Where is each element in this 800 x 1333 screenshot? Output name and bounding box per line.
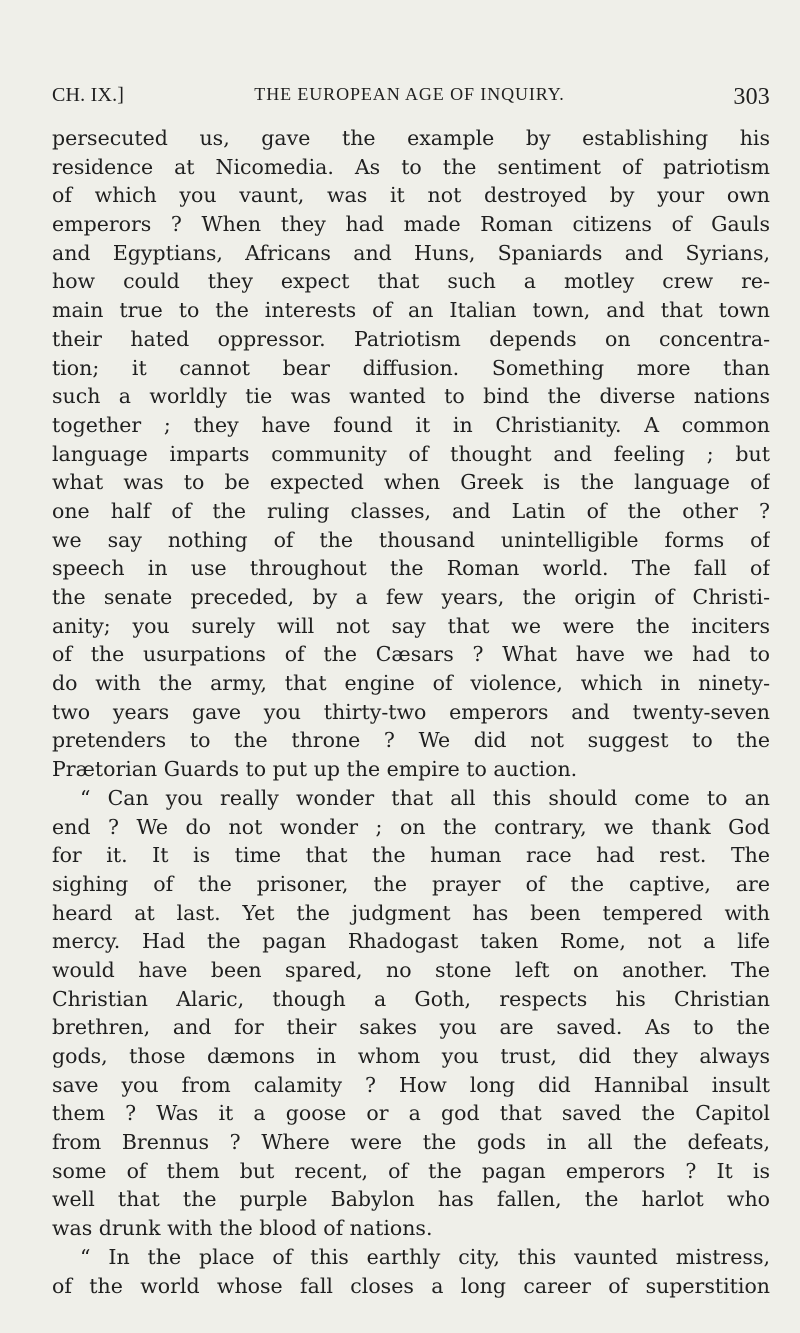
text-line: speech in use throughout the Roman world. The fall of	[52, 556, 770, 581]
text-line: Christian Alaric, though a Goth, respects his Christian	[52, 986, 770, 1011]
paragraph-start-line: “ In the place of this earthly city, this vaunted mistress,	[80, 1244, 770, 1269]
paragraph-end-line: was drunk with the blood of nations.	[52, 1216, 433, 1241]
text-line: for it. It is time that the human race had rest. The	[52, 843, 770, 868]
chapter-label: CH. IX.]	[52, 84, 125, 106]
text-line: of the usurpations of the Cæsars ? What have we had to	[52, 642, 770, 667]
paragraph-end-line: Prætorian Guards to put up the empire to auction.	[52, 757, 578, 782]
text-line: them ? Was it a goose or a god that saved the Capitol	[52, 1101, 770, 1126]
text-line: the senate preceded, by a few years, the origin of Christi-	[52, 585, 770, 609]
text-line: two years gave you thirty-two emperors and twenty-seven	[52, 699, 770, 724]
text-line: of which you vaunt, was it not destroyed by your own	[52, 183, 770, 208]
text-line: what was to be expected when Greek is the language of	[52, 470, 770, 495]
text-line: well that the purple Babylon has fallen, the harlot who	[52, 1187, 770, 1212]
text-line: one half of the ruling classes, and Latin of the other ?	[52, 498, 770, 523]
text-line: pretenders to the throne ? We did not suggest to the	[52, 728, 770, 753]
paragraph-start-line: “ Can you really wonder that all this should come to an	[80, 785, 770, 810]
text-line: we say nothing of the thousand unintelligible forms of	[52, 527, 770, 552]
text-line: residence at Nicomedia. As to the sentiment of patriotism	[52, 154, 770, 179]
text-line: emperors ? When they had made Roman citizens of Gauls	[52, 212, 770, 237]
text-line: do with the army, that engine of violence, which in ninety-	[52, 671, 770, 696]
text-line: together ; they have found it in Christianity. A common	[52, 412, 770, 437]
text-line: tion; it cannot bear diffusion. Something more than	[52, 355, 770, 380]
text-line: such a worldly tie was wanted to bind the diverse nations	[52, 384, 770, 409]
text-line: of the world whose fall closes a long career of superstition	[52, 1273, 770, 1298]
text-line: their hated oppressor. Patriotism depends on concentra-	[52, 326, 770, 351]
text-line: main true to the interests of an Italian town, and that town	[52, 298, 770, 323]
body-text	[52, 124, 770, 1300]
running-title: THE EUROPEAN AGE OF INQUIRY.	[254, 84, 565, 104]
text-line: would have been spared, no stone left on another. The	[52, 957, 770, 982]
text-line: gods, those dæmons in whom you trust, did they always	[52, 1044, 770, 1068]
text-line: heard at last. Yet the judgment has been tempered with	[52, 900, 770, 925]
text-line: end ? We do not wonder ; on the contrary, we thank God	[52, 814, 770, 839]
text-line: how could they expect that such a motley crew re-	[52, 269, 770, 294]
text-line: some of them but recent, of the pagan emperors ? It is	[52, 1158, 770, 1183]
page-number: 303	[733, 84, 770, 110]
text-line: from Brennus ? Where were the gods in all the defeats,	[52, 1130, 770, 1155]
text-line: save you from calamity ? How long did Hannibal insult	[52, 1072, 770, 1097]
running-header	[52, 84, 770, 112]
text-line: brethren, and for their sakes you are saved. As to the	[52, 1015, 770, 1040]
text-line: mercy. Had the pagan Rhadogast taken Rome, not a life	[52, 929, 770, 954]
text-line: sighing of the prisoner, the prayer of the captive, are	[52, 871, 770, 896]
text-line: language imparts community of thought and feeling ; but	[52, 441, 770, 466]
text-line: anity; you surely will not say that we were the inciters	[52, 613, 770, 638]
text-line: persecuted us, gave the example by establishing his	[52, 126, 770, 150]
text-line: and Egyptians, Africans and Huns, Spaniards and Syrians,	[52, 240, 770, 265]
